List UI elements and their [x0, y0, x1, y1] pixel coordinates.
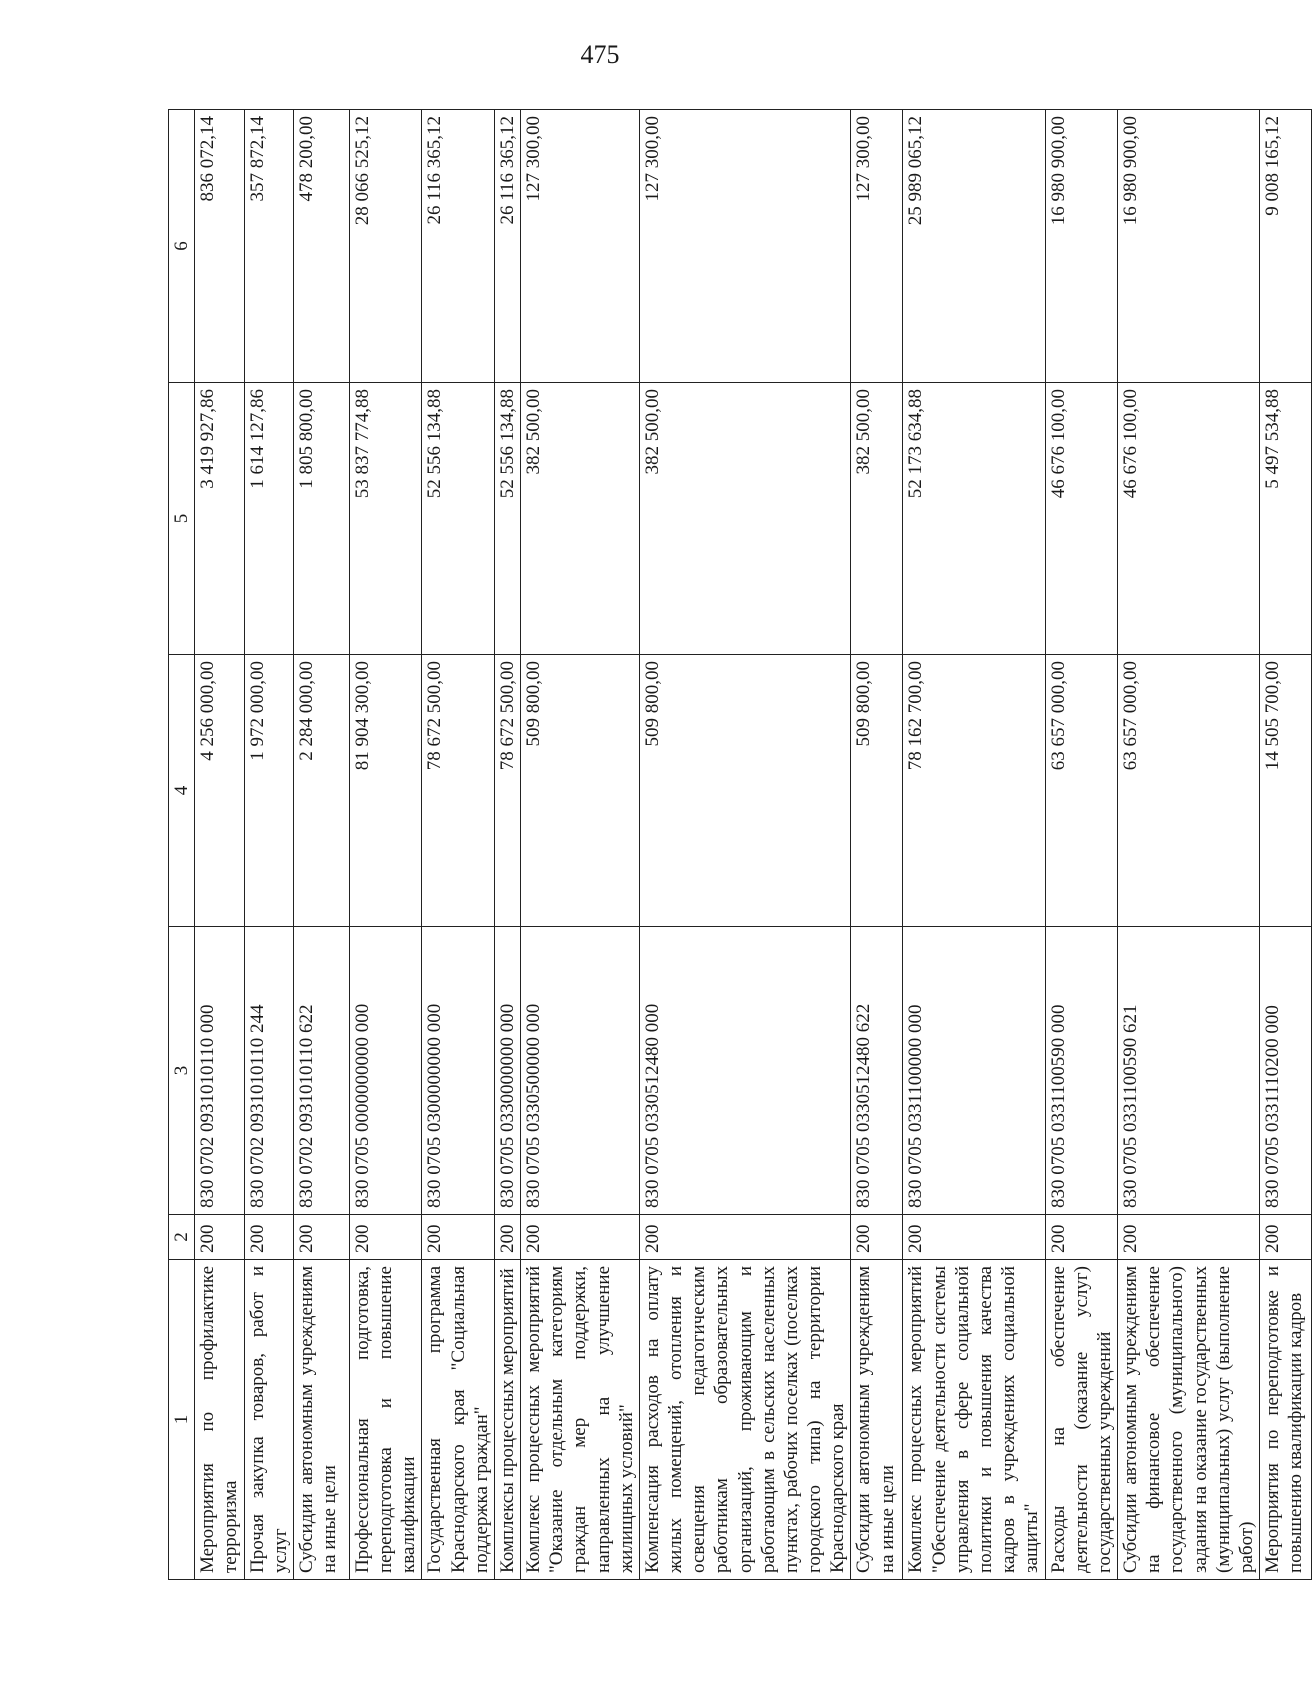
row-value-col4: 2 284 000,00	[293, 655, 349, 927]
column-header: 6	[169, 110, 195, 383]
row-code: 200	[521, 1215, 640, 1260]
row-code: 200	[851, 1215, 903, 1260]
table-row	[521, 110, 640, 1580]
row-classification: 830 0705 0331100590 621	[1118, 927, 1260, 1215]
row-value-col4: 509 800,00	[851, 655, 903, 927]
budget-table	[168, 109, 1312, 1580]
row-classification: 830 0705 0300000000 000	[422, 927, 495, 1215]
row-description: Мероприятия по профилактике терроризма	[195, 1260, 244, 1580]
table-row	[195, 110, 244, 1580]
table-row	[293, 110, 349, 1580]
row-value-col4: 63 657 000,00	[1118, 655, 1260, 927]
row-value-col5: 5 497 534,88	[1260, 383, 1312, 655]
row-value-col5: 382 500,00	[639, 383, 851, 655]
table-row	[1260, 110, 1312, 1580]
row-value-col5: 53 837 774,88	[349, 383, 422, 655]
row-description: Комплекс процессных мероприятий "Обеспечение деятельности системы управления в сфере социальной политики и повышения качества кадров в учреждениях социальной защиты"	[903, 1260, 1045, 1580]
row-classification: 830 0702 0931010110 244	[244, 927, 293, 1215]
row-value-col5: 1 805 800,00	[293, 383, 349, 655]
row-code: 200	[244, 1215, 293, 1260]
row-value-col4: 78 672 500,00	[422, 655, 495, 927]
row-code: 200	[903, 1215, 1045, 1260]
table-row	[851, 110, 903, 1580]
row-description: Профессиональная подготовка, переподготовка и повышение квалификации	[349, 1260, 422, 1580]
row-value-col5: 3 419 927,86	[195, 383, 244, 655]
table-row	[903, 110, 1045, 1580]
column-header: 3	[169, 927, 195, 1215]
row-description: Государственная программа Краснодарского края "Социальная поддержка граждан"	[422, 1260, 495, 1580]
row-code: 200	[639, 1215, 851, 1260]
row-value-col4: 78 162 700,00	[903, 655, 1045, 927]
row-value-col6: 16 980 900,00	[1045, 110, 1118, 383]
row-code: 200	[1260, 1215, 1312, 1260]
column-header: 5	[169, 383, 195, 655]
row-description: Компенсация расходов на оплату жилых помещений, отопления и освещения педагогическим работникам образовательных организаций, проживающим и работающим в сельских населенных пунктах, рабочих поселках (поселках городского типа) на территории Краснодарского края	[639, 1260, 851, 1580]
row-code: 200	[293, 1215, 349, 1260]
row-classification: 830 0705 0330500000 000	[521, 927, 640, 1215]
column-header: 1	[169, 1260, 195, 1580]
row-value-col4: 78 672 500,00	[494, 655, 520, 927]
row-description: Субсидии автономным учреждениям на финансовое обеспечение государственного (муниципального) задания на оказание государственных (муниципальных) услуг (выполнение работ)	[1118, 1260, 1260, 1580]
row-code: 200	[195, 1215, 244, 1260]
row-value-col6: 357 872,14	[244, 110, 293, 383]
row-value-col4: 509 800,00	[639, 655, 851, 927]
row-value-col4: 63 657 000,00	[1045, 655, 1118, 927]
row-classification: 830 0705 0330512480 622	[851, 927, 903, 1215]
row-classification: 830 0702 0931010110 622	[293, 927, 349, 1215]
row-classification: 830 0705 0330000000 000	[494, 927, 520, 1215]
row-code: 200	[494, 1215, 520, 1260]
table-row	[244, 110, 293, 1580]
row-classification: 830 0705 0331100590 000	[1045, 927, 1118, 1215]
row-code: 200	[422, 1215, 495, 1260]
row-value-col6: 127 300,00	[851, 110, 903, 383]
row-value-col4: 1 972 000,00	[244, 655, 293, 927]
row-classification: 830 0705 0000000000 000	[349, 927, 422, 1215]
table-row	[494, 110, 520, 1580]
table-row	[422, 110, 495, 1580]
row-value-col6: 26 116 365,12	[494, 110, 520, 383]
row-value-col5: 1 614 127,86	[244, 383, 293, 655]
row-value-col6: 478 200,00	[293, 110, 349, 383]
column-header: 4	[169, 655, 195, 927]
row-value-col5: 382 500,00	[851, 383, 903, 655]
row-description: Прочая закупка товаров, работ и услуг	[244, 1260, 293, 1580]
row-description: Субсидии автономным учреждениям на иные цели	[293, 1260, 349, 1580]
row-classification: 830 0705 0330512480 000	[639, 927, 851, 1215]
row-value-col6: 127 300,00	[521, 110, 640, 383]
row-value-col4: 81 904 300,00	[349, 655, 422, 927]
row-description: Расходы на обеспечение деятельности (оказание услуг) государственных учреждений	[1045, 1260, 1118, 1580]
row-value-col5: 382 500,00	[521, 383, 640, 655]
row-classification: 830 0705 0331100000 000	[903, 927, 1045, 1215]
row-description: Комплексы процессных мероприятий	[494, 1260, 520, 1580]
row-value-col4: 4 256 000,00	[195, 655, 244, 927]
table-row	[349, 110, 422, 1580]
row-value-col6: 836 072,14	[195, 110, 244, 383]
row-classification: 830 0705 0331110200 000	[1260, 927, 1312, 1215]
row-code: 200	[349, 1215, 422, 1260]
table-row	[639, 110, 851, 1580]
row-classification: 830 0702 0931010110 000	[195, 927, 244, 1215]
row-value-col4: 14 505 700,00	[1260, 655, 1312, 927]
row-description: Субсидии автономным учреждениям на иные цели	[851, 1260, 903, 1580]
table-row	[1045, 110, 1118, 1580]
row-description: Комплекс процессных мероприятий "Оказание отдельным категориям граждан мер поддержки, направленных на улучшение жилищных условий"	[521, 1260, 640, 1580]
row-value-col6: 16 980 900,00	[1118, 110, 1260, 383]
row-value-col5: 52 173 634,88	[903, 383, 1045, 655]
page-number: 475	[580, 40, 620, 69]
rotated-table-container	[168, 110, 1307, 1580]
row-code: 200	[1045, 1215, 1118, 1260]
row-description: Мероприятия по переподготовке и повышению квалификации кадров	[1260, 1260, 1312, 1580]
row-value-col4: 509 800,00	[521, 655, 640, 927]
row-value-col6: 127 300,00	[639, 110, 851, 383]
row-code: 200	[1118, 1215, 1260, 1260]
row-value-col5: 52 556 134,88	[494, 383, 520, 655]
row-value-col5: 52 556 134,88	[422, 383, 495, 655]
row-value-col6: 25 989 065,12	[903, 110, 1045, 383]
table-row	[1118, 110, 1260, 1580]
row-value-col5: 46 676 100,00	[1118, 383, 1260, 655]
row-value-col6: 26 116 365,12	[422, 110, 495, 383]
row-value-col6: 28 066 525,12	[349, 110, 422, 383]
row-value-col6: 9 008 165,12	[1260, 110, 1312, 383]
column-header: 2	[169, 1215, 195, 1260]
row-value-col5: 46 676 100,00	[1045, 383, 1118, 655]
table-header-row	[169, 110, 195, 1580]
table-body	[169, 110, 1312, 1580]
